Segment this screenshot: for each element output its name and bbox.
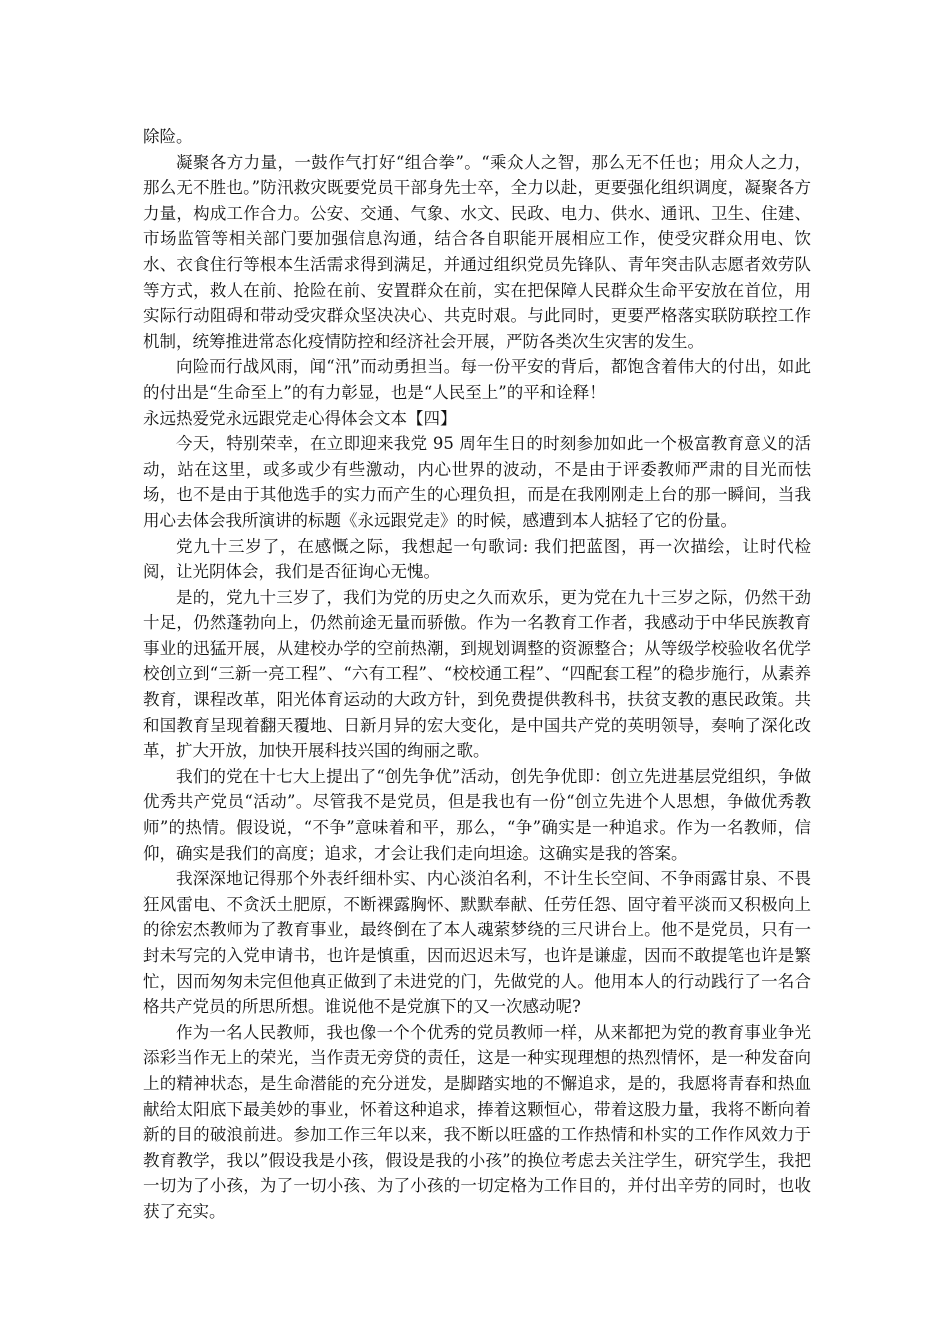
paragraph: 我深深地记得那个外表纤细朴实、内心淡泊名利，不计生长空间、不争雨露甘泉、不畏狂风雷电、不贪沃土肥原，不断裸露胸怀、默默奉献、任劳任怨、固守着平淡而又积极向上的徐宏杰教师为了教育事业，最终倒在了本人魂萦梦绕的三尺讲台上。他不是党员，只有一封未写完的入党申请书，也许是慎重，因而迟迟未写，也许是谦虚，因而不敢提笔也许是繁忙，因而匆匆未完但他真正做到了未进党的门，先做党的人。他用本人的行动践行了一名合格共产党员的所思所想。谁说他不是党旗下的又一次感动呢? bbox=[143, 869, 811, 1017]
paragraph: 向险而行战风雨，闻“汛”而动勇担当。每一份平安的背后，都饱含着伟大的付出，如此的付出是“生命至上”的有力彰显，也是“人民至上”的平和诠释！ bbox=[143, 357, 811, 402]
paragraph: 是的，党九十三岁了，我们为党的历史之久而欢乐，更为党在九十三岁之际，仍然干劲十足，仍然蓬勃向上，仍然前途无量而骄傲。作为一名教育工作者，我感动于中华民族教育事业的迅猛开展，从建校办学的空前热潮，到规划调整的资源整合；从等级学校验收名优学校创立到“三新一亮工程”、“六有工程”、“校校通工程”、“四配套工程”的稳步施行，从素养教育，课程改革，阳光体育运动的大政方针，到免费提供教科书，扶贫支教的惠民政策。共和国教育呈现着翻天覆地、日新月异的宏大变化，是中国共产党的英明领导，奏响了深化改革，扩大开放，加快开展科技兴国的绚丽之歌。 bbox=[143, 587, 811, 761]
paragraph: 作为一名人民教师，我也像一个个优秀的党员教师一样，从来都把为党的教育事业争光添彩当作无上的荣光，当作责无旁贷的责任，这是一种实现理想的热烈情怀，是一种发奋向上的精神状态，是生命潜能的充分迸发，是脚踏实地的不懈追求，是的，我愿将青春和热血献给太阳底下最美妙的事业，怀着这种追求，捧着这颗恒心，带着这股力量，我将不断向着新的目的破浪前进。参加工作三年以来，我不断以旺盛的工作热情和朴实的工作作风效力于教育教学，我以”假设我是小孩，假设是我的小孩”的换位考虑去关注学生，研究学生，我把一切为了小孩，为了一切小孩、为了小孩的一切定格为工作目的，并付出辛劳的同时，也收获了充实。 bbox=[143, 1022, 811, 1221]
document-body bbox=[143, 124, 811, 1225]
paragraph: 党九十三岁了，在感慨之际，我想起一句歌词: 我们把蓝图，再一次描绘，让时代检阅，让光阴体会，我们是否征询心无愧。 bbox=[143, 536, 811, 582]
paragraph: 今天，特别荣幸，在立即迎来我党 95 周年生日的时刻参加如此一个极富教育意义的活动，站在这里，或多或少有些激动，内心世界的波动，不是由于评委教师严肃的目光而怯场，也不是由于其他选手的实力而产生的心理负担，而是在我刚刚走上台的那一瞬间，当我用心去体会我所演讲的标题《永远跟党走》的时候，感遭到本人掂轻了它的份量。 bbox=[143, 434, 811, 530]
paragraph: 除险。 bbox=[143, 127, 193, 146]
section-heading: 永远热爱党永远跟党走心得体会文本【四】 bbox=[143, 408, 457, 428]
paragraph: 凝聚各方力量，一鼓作气打好“组合拳”。“乘众人之智，那么无不任也；用众人之力，那么无不胜也。”防汛救灾既要党员干部身先士卒，全力以赴，更要强化组织调度，凝聚各方力量，构成工作合力。公安、交通、气象、水文、民政、电力、供水、通讯、卫生、住建、市场监管等相关部门要加强信息沟通，结合各自职能开展相应工作，使受灾群众用电、饮水、衣食住行等根本生活需求得到满足，并通过组织党员先锋队、青年突击队志愿者效劳队等方式，救人在前、抢险在前、安置群众在前，实在把保障人民群众生命平安放在首位，用实际行动阻碍和带动受灾群众坚决决心、共克时艰。与此同时，更要严格落实联防联控工作机制，统筹推进常态化疫情防控和经济社会开展，严防各类次生灾害的发生。 bbox=[143, 152, 811, 351]
paragraph: 我们的党在十七大上提出了“创先争优”活动，创先争优即：创立先进基层党组织，争做优秀共产党员“活动”。尽管我不是党员，但是我也有一份“创立先进个人思想，争做优秀教师”的热情。假设说，“不争”意味着和平，那么，“争”确实是一种追求。作为一名教师，信仰，确实是我们的高度；追求，才会让我们走向坦途。这确实是我的答案。 bbox=[143, 766, 811, 863]
